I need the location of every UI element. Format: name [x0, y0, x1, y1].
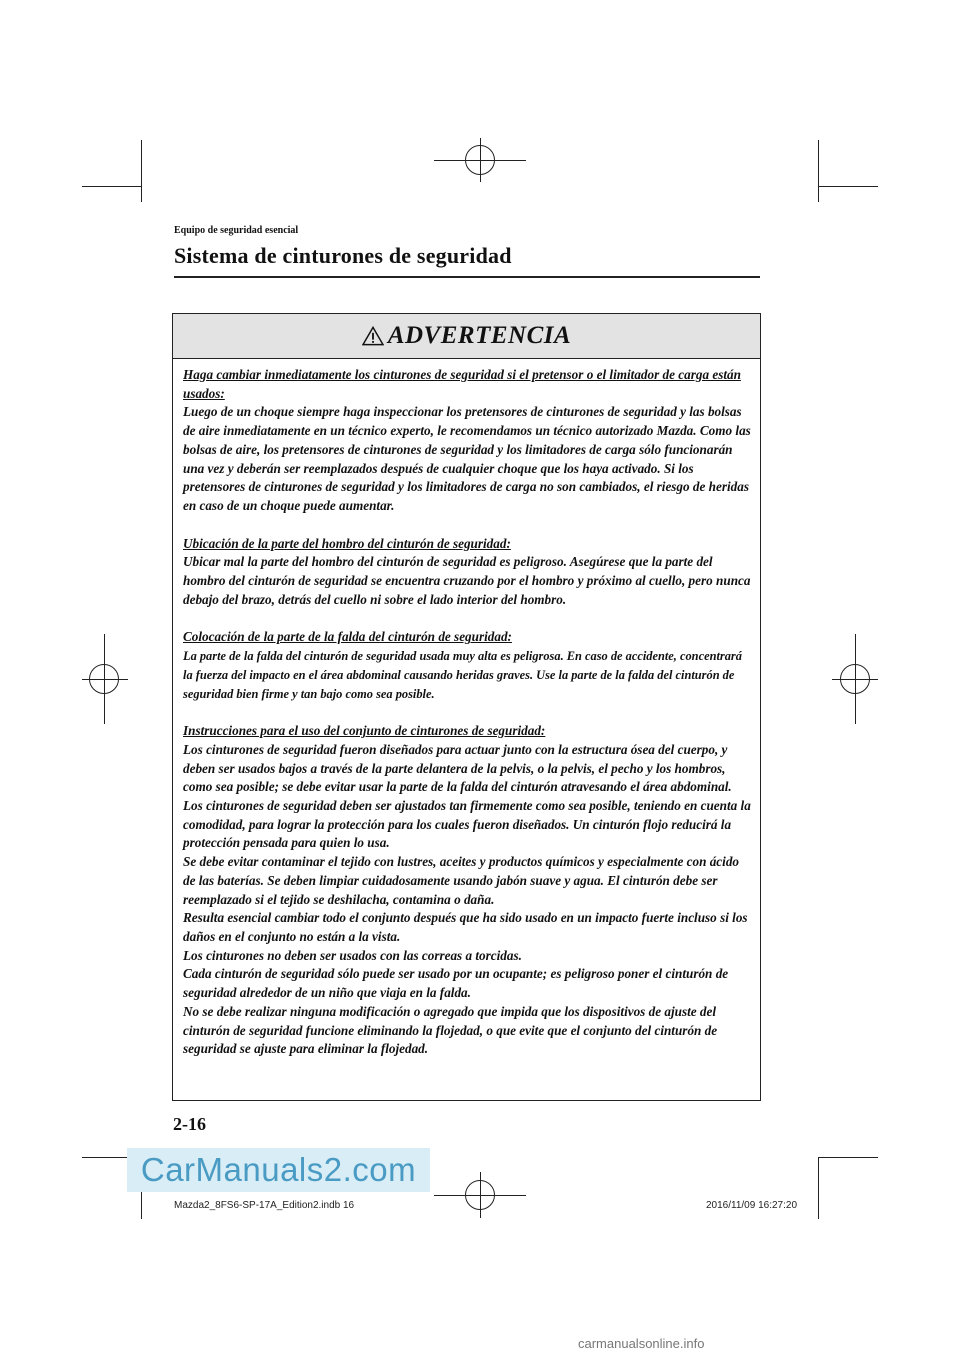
instruction-line: Resulta esencial cambiar todo el conjunto después que ha sido usado en un impacto fuerte incluso si los daños en el conjunto no están a la vista. [183, 910, 748, 944]
page-title: Sistema de cinturones de seguridad [174, 243, 512, 268]
warning-body [173, 359, 760, 1059]
instruction-line: Se debe evitar contaminar el tejido con lustres, aceites y productos químicos y especialmente con ácido de las baterías. Se deben limpiar cuidadosamente usando jabón suave y agua. El cinturón debe ser reemplazado si el tejido se deshilacha, contamina o daña. [183, 854, 740, 907]
warning-section-instructions [183, 722, 751, 1059]
instruction-line: No se debe realizar ninguna modificación o agregado que impida que los dispositivos de ajuste del cinturón de seguridad funcione eliminando la flojedad, o que evite que el conjunto del cinturón de seguridad se ajuste para eliminar la flojedad. [183, 1003, 718, 1057]
title-divider [174, 276, 760, 278]
section-text: Ubicar mal la parte del hombro del cinturón de seguridad es peligroso. Asegúrese que la parte del hombro del cinturón de seguridad se encuentra cruzando por el hombro y próximo al cuello, pero nunca debajo del brazo, detrás del cuello ni sobre el lado interior del hombro. [183, 554, 751, 607]
page-number: 2-16 [173, 1114, 206, 1134]
warning-label: ADVERTENCIA [387, 322, 572, 349]
warning-section-pretensor [183, 366, 751, 516]
instruction-line: Cada cinturón de seguridad sólo puede ser usado por un ocupante; es peligroso poner el cinturón de seguridad alrededor de un niño que viaja en la falda. [183, 966, 729, 1001]
instruction-line: Los cinturones de seguridad fueron diseñados para actuar junto con la estructura ósea del cuerpo, y deben ser usados bajos a través de la parte delantera de la pelvis, o la pelvis, el pecho y los hombros, como sea posible; se debe evitar usar la parte de la falda del cinturón atravesando el área abdominal. [183, 741, 732, 795]
section-text: La parte de la falda del cinturón de seguridad usada muy alta es peligrosa. En caso de accidente, concentrará la fuerza del impacto en el área abdominal causando heridas graves. Use la parte de la falda del cinturón de seguridad bien firme y tan bajo como sea posible. [183, 649, 742, 701]
section-heading: Haga cambiar inmediatamente los cinturones de seguridad si el pretensor o el limitador de carga están usados: [183, 367, 741, 401]
instruction-line: Los cinturones de seguridad deben ser ajustados tan firmemente como sea posible, teniendo en cuenta la comodidad, para lograr la protección para los cuales fueron diseñados. Un cinturón flojo reducirá la protección pensada para quien lo usa. [183, 798, 751, 851]
section-heading: Colocación de la parte de la falda del cinturón de seguridad: [183, 629, 512, 645]
section-text: Luego de un choque siempre haga inspeccionar los pretensores de cinturones de seguridad y las bolsas de aire inmediatamente en un técnico experto, le recomendamos un técnico autorizado Mazda. Como las bolsas de aire, los pretensores de cinturones de seguridad y los limitadores de carga sólo funcionarán una vez y deberán ser reemplazados después de cualquier choque que los haya activado. Si los pretensores de cinturones de seguridad y los limitadores de carga no son cambiados, el riesgo de heridas en caso de un choque puede aumentar. [183, 404, 751, 513]
section-heading: Ubicación de la parte del hombro del cinturón de seguridad: [183, 535, 511, 551]
warning-triangle-icon [362, 326, 384, 346]
site-watermark: carmanualsonline.info [578, 1336, 705, 1351]
warning-box [172, 313, 761, 1101]
warning-section-lap [183, 628, 751, 703]
section-label: Equipo de seguridad esencial [174, 225, 299, 236]
warning-section-shoulder [183, 535, 751, 610]
warning-header [173, 314, 760, 359]
footer-timestamp: 2016/11/09 16:27:20 [706, 1200, 798, 1211]
section-heading: Instrucciones para el uso del conjunto de cinturones de seguridad: [183, 723, 546, 739]
watermark-logo: CarManuals2.com [127, 1148, 430, 1192]
footer-file-info: Mazda2_8FS6-SP-17A_Edition2.indb 16 [174, 1200, 355, 1211]
instruction-line: Los cinturones no deben ser usados con las correas a torcidas. [183, 947, 522, 963]
